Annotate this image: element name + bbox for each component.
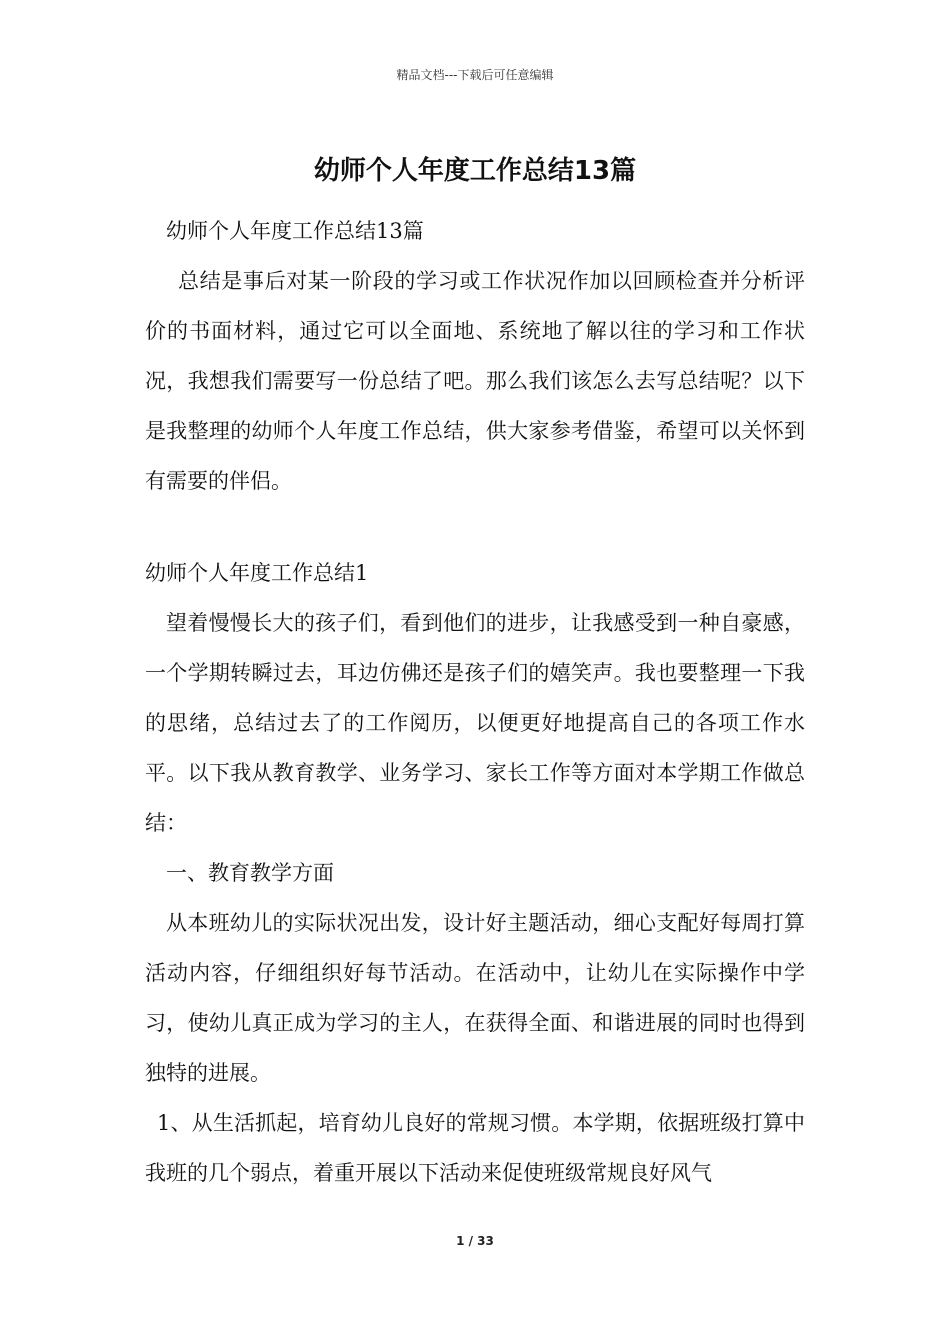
paragraph: 1、从生活抓起，培育幼儿良好的常规习惯。本学期，依据班级打算中我班的几个弱点，着重开展以下活动来促使班级常规良好风气 bbox=[145, 1111, 805, 1185]
document-title: 幼师个人年度工作总结13篇 bbox=[313, 156, 637, 186]
paragraph: 从本班幼儿的实际状况出发，设计好主题活动，细心支配好每周打算活动内容，仔细组织好每节活动。在活动中，让幼儿在实际操作中学习，使幼儿真正成为学习的主人，在获得全面、和谐进展的同时也得到独特的进展。 bbox=[145, 911, 805, 1085]
page-header: 精品文档---下载后可任意编辑 bbox=[396, 68, 554, 82]
document-body bbox=[145, 206, 805, 1198]
section-heading: 幼师个人年度工作总结1 bbox=[145, 561, 369, 585]
section-paragraph: 望着慢慢长大的孩子们，看到他们的进步，让我感受到一种自豪感，一个学期转瞬过去，耳边仿佛还是孩子们的嬉笑声。我也要整理一下我的思绪，总结过去了的工作阅历，以便更好地提高自己的各项工作水平。以下我从教育教学、业务学习、家长工作等方面对本学期工作做总结： bbox=[145, 611, 805, 835]
subtitle: 幼师个人年度工作总结13篇 bbox=[166, 219, 424, 243]
intro-paragraph: 总结是事后对某一阶段的学习或工作状况作加以回顾检查并分析评价的书面材料，通过它可以全面地、系统地了解以往的学习和工作状况，我想我们需要写一份总结了吧。那么我们该怎么去写总结呢？以下是我整理的幼师个人年度工作总结，供大家参考借鉴，希望可以关怀到有需要的伴侣。 bbox=[145, 269, 805, 493]
spacer bbox=[145, 506, 805, 548]
page-number: 1 / 33 bbox=[456, 1234, 494, 1248]
subheading: 一、教育教学方面 bbox=[166, 861, 334, 885]
